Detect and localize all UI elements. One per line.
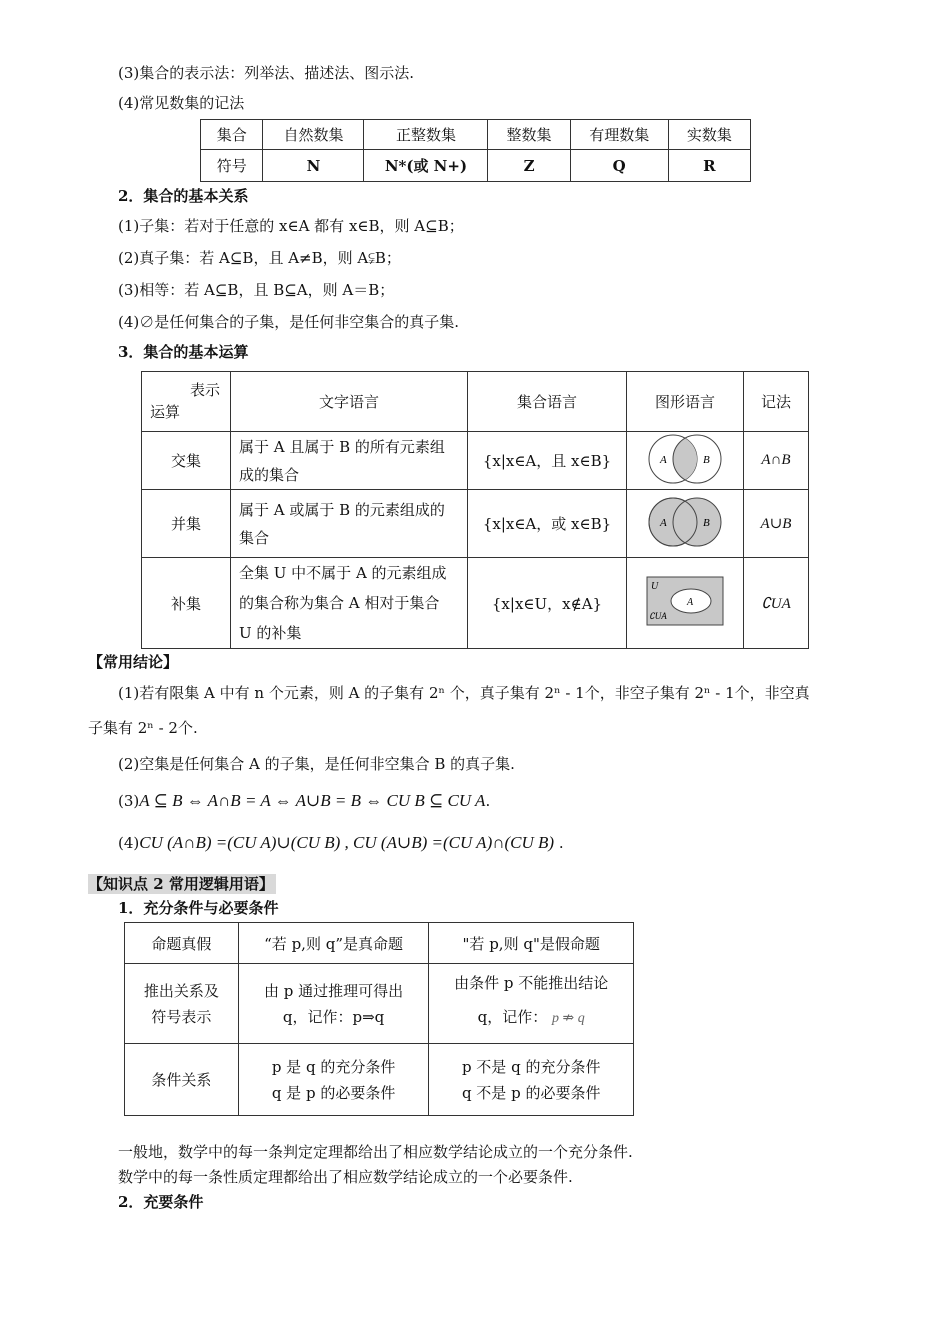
number-set-table — [200, 119, 751, 182]
conclusion-1-line2: 子集有 2ⁿ - 2个. — [88, 719, 198, 737]
text-line: 属于 A 或属于 B 的元素组成的 — [239, 500, 445, 519]
label-line: 符号表示 — [151, 1007, 212, 1026]
label-line: 推出关系及 — [143, 981, 219, 1000]
text-line: 属于 A 且属于 B 的所有元素组 — [239, 437, 445, 456]
text-line: 的集合称为集合 A 相对于集合 — [239, 594, 440, 612]
header-cell: 自然数集 — [263, 120, 364, 150]
header-cell: 有理数集 — [570, 120, 668, 150]
intersection-region — [673, 438, 697, 480]
union-venn — [645, 495, 725, 549]
venn-cell — [627, 558, 744, 649]
symbol-cell: Z — [488, 150, 570, 182]
header-cell: 记法 — [744, 372, 809, 432]
note-property-theorem: 数学中的每一条性质定理都给出了相应数学结论成立的一个必要条件. — [118, 1168, 573, 1186]
header-cell: 正整数集 — [364, 120, 488, 150]
text-language-cell — [231, 558, 468, 649]
symbol-cell: R — [668, 150, 750, 182]
sufficient-line: p 是 q 的充分条件 — [271, 1057, 396, 1076]
header-cell: 命题真假 — [125, 923, 239, 964]
true-line: 由 p 通过推理可得出 — [264, 981, 404, 1000]
complement-venn — [645, 575, 725, 627]
empty-set-line: (4)∅是任何集合的子集，是任何非空集合的真子集. — [118, 313, 460, 331]
corner-bottom: 运算 — [150, 402, 181, 421]
text-language-cell — [231, 490, 468, 558]
equal-line: (3)相等：若 A⊆B，且 B⊆A，则 A＝B； — [118, 281, 395, 299]
conclusion-1-line1: (1)若有限集 A 中有 n 个元素，则 A 的子集有 2ⁿ 个，真子集有 2ⁿ - 1个，非空子集有 2ⁿ - 1个，非空真 — [118, 684, 810, 702]
not-sufficient-line: p 不是 q 的充分条件 — [461, 1057, 601, 1076]
not-necessary-line: q 不是 p 的必要条件 — [461, 1083, 601, 1102]
condition-table — [124, 922, 634, 1116]
section3-title: 3．集合的基本运算 — [118, 343, 249, 361]
venn-label-a: A — [660, 453, 667, 466]
rep-methods-line: (3)集合的表示法：列举法、描述法、图示法. — [118, 64, 415, 82]
row-label — [125, 964, 239, 1044]
venn-label-b: B — [703, 516, 710, 529]
row-label: 条件关系 — [125, 1044, 239, 1116]
conclusion-4-formula: CU (A∩B) =(CU A)∪(CU B) , CU (A∪B) =(CU A)∩(CU B) — [139, 833, 555, 852]
header-cell: 集合 — [201, 120, 263, 150]
notation-cell: A∪B — [744, 490, 809, 558]
true-cell — [238, 964, 429, 1044]
venn-label-b: B — [703, 453, 710, 466]
false-line-text: q，记作： — [477, 1008, 548, 1026]
period: . — [485, 792, 491, 810]
venn-cell — [627, 490, 744, 558]
row-label: 符号 — [201, 150, 263, 182]
op-cell: 交集 — [142, 432, 231, 490]
op-cell: 补集 — [142, 558, 231, 649]
header-cell: 集合语言 — [468, 372, 627, 432]
false-line: 由条件 p 不能推出结论 — [454, 974, 609, 992]
true-line: q，记作：p⇒q — [282, 1007, 385, 1026]
false-line — [429, 1000, 633, 1036]
necessary-line: q 是 p 的必要条件 — [271, 1083, 396, 1102]
text-line: 集合 — [239, 528, 270, 547]
header-cell: 整数集 — [488, 120, 570, 150]
notation-cell: ∁UA — [744, 558, 809, 649]
period: . — [554, 834, 564, 852]
common-sets-line: (4)常见数集的记法 — [118, 94, 245, 112]
conclusion-2: (2)空集是任何集合 A 的子集，是任何非空集合 B 的真子集. — [118, 755, 515, 773]
subset-line: (1)子集：若对于任意的 x∈A 都有 x∈B，则 A⊆B； — [118, 217, 464, 235]
note-judgement-theorem: 一般地，数学中的每一条判定定理都给出了相应数学结论成立的一个充分条件. — [118, 1143, 633, 1161]
false-cell — [429, 964, 634, 1044]
header-cell: 实数集 — [668, 120, 750, 150]
venn-label-u: U — [651, 581, 659, 592]
op-cell: 并集 — [142, 490, 231, 558]
corner-top: 表示 — [190, 380, 221, 399]
not-imply-symbol: p ⇏ q — [552, 1011, 585, 1026]
header-cell: 文字语言 — [231, 372, 468, 432]
text-language-cell — [231, 432, 468, 490]
set-language-cell: {x|x∈A，或 x∈B} — [468, 490, 627, 558]
corner-cell — [142, 372, 231, 432]
venn-label-a: A — [660, 516, 667, 529]
text-line: 全集 U 中不属于 A 的元素组成 — [239, 564, 447, 582]
header-cell: “若 p,则 q”是真命题 — [238, 923, 429, 964]
knowledge2-sub1: 1．充分条件与必要条件 — [118, 899, 279, 917]
conclusion-4-label: (4) — [118, 834, 140, 852]
proper-subset-line: (2)真子集：若 A⊆B，且 A≠B，则 A⫋B； — [118, 249, 401, 267]
conclusion-3-formula: A ⊆ B ⇔ A∩B = A ⇔ A∪B = B ⇔ CU B ⊆ CU A — [139, 791, 486, 810]
conclusion-3-label: (3) — [118, 792, 140, 810]
text-line: U 的补集 — [239, 624, 302, 642]
text-line: 成的集合 — [239, 465, 300, 484]
symbol-cell: N*(或 N+) — [364, 150, 488, 182]
header-cell: "若 p,则 q"是假命题 — [429, 923, 634, 964]
header-cell: 图形语言 — [627, 372, 744, 432]
false-cell — [429, 1044, 634, 1116]
intersection-venn — [645, 434, 725, 484]
true-cell — [238, 1044, 429, 1116]
symbol-cell: Q — [570, 150, 668, 182]
knowledge2-sub2: 2．充要条件 — [118, 1193, 204, 1211]
section2-title: 2．集合的基本关系 — [118, 187, 249, 205]
conclusion-3 — [118, 791, 490, 811]
set-operations-table — [141, 371, 809, 649]
set-language-cell: {x|x∈A，且 x∈B} — [468, 432, 627, 490]
set-language-cell: {x|x∈U，x∉A} — [468, 558, 627, 649]
conclusions-title: 【常用结论】 — [88, 653, 179, 671]
conclusion-4 — [118, 833, 564, 853]
venn-label-cua: ∁UA — [649, 611, 667, 621]
notation-cell: A∩B — [744, 432, 809, 490]
venn-label-a: A — [687, 597, 694, 608]
symbol-cell: N — [263, 150, 364, 182]
knowledge2-title: 【知识点 2 常用逻辑用语】 — [88, 875, 274, 893]
venn-cell — [627, 432, 744, 490]
